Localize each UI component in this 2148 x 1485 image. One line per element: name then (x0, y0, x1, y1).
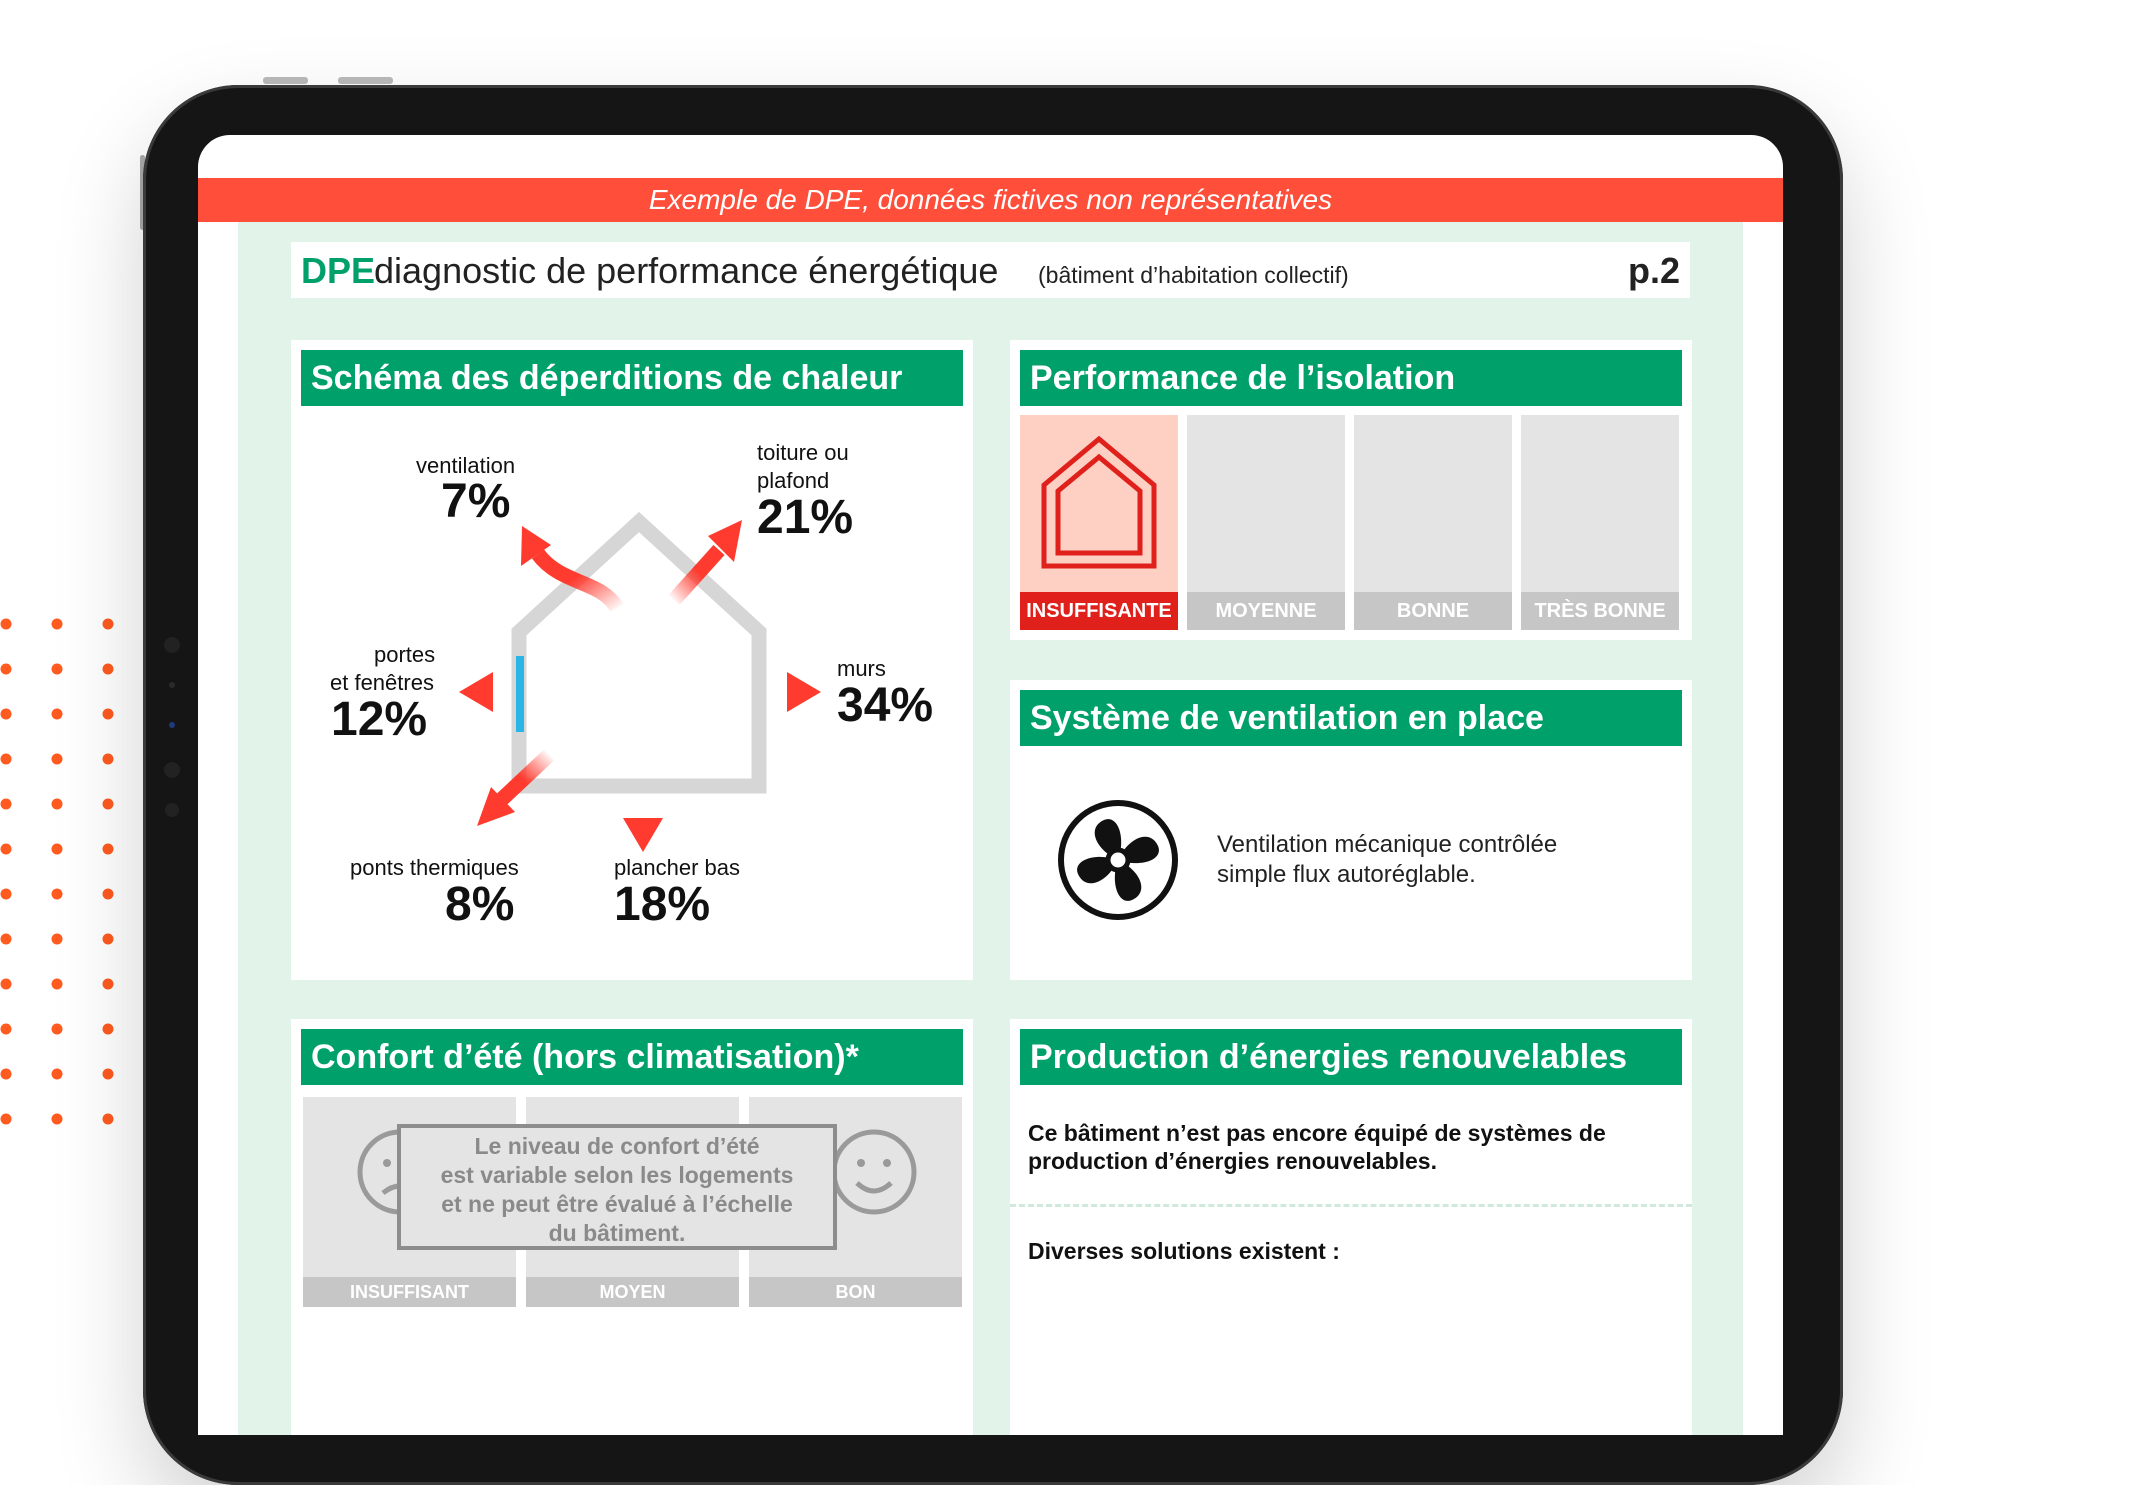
insulation-level-insufficient (1020, 415, 1178, 630)
loss-label-windows-line2: et fenêtres (330, 670, 434, 695)
loss-value-thermal-bridges: 8% (445, 878, 515, 931)
page-number: p.2 (1627, 250, 1680, 291)
loss-value-floor: 18% (614, 878, 711, 931)
ventilation-panel (1010, 680, 1692, 980)
decorative-dot (52, 1069, 63, 1080)
decorative-dot (52, 1114, 63, 1125)
loss-label-thermal-bridges: ponts thermiques (350, 855, 519, 880)
renewables-panel (1010, 1019, 1692, 1435)
tablet-screen (198, 135, 1783, 1435)
decorative-dot (103, 799, 114, 810)
decorative-dot (52, 844, 63, 855)
comfort-note-box (397, 1124, 837, 1250)
sample-banner: Exemple de DPE, données fictives non représentatives (198, 178, 1783, 222)
tablet-camera-icon (162, 630, 182, 830)
document-subtitle: (bâtiment d’habitation collectif) (1038, 262, 1349, 288)
comfort-note-line: Le niveau de confort d’été (474, 1133, 760, 1159)
decorative-dot (1, 934, 12, 945)
insulation-title: Performance de l’isolation (1020, 350, 1682, 406)
arrow-floor-icon (623, 760, 663, 852)
loss-label-windows-line1: portes (374, 642, 436, 667)
decorative-dot-grid (0, 612, 120, 1132)
loss-value-walls: 34% (837, 679, 934, 732)
insulation-level-medium (1187, 415, 1345, 630)
decorative-dot (1, 754, 12, 765)
document-title: diagnostic de performance énergétique (374, 250, 999, 291)
insulation-level-label: INSUFFISANTE (1020, 592, 1178, 630)
dpe-document (238, 222, 1743, 1435)
decorative-dot (52, 709, 63, 720)
document-title-bar (291, 242, 1690, 298)
comfort-note-line: du bâtiment. (548, 1220, 686, 1246)
decorative-dot (103, 619, 114, 630)
decorative-dot (103, 889, 114, 900)
decorative-dot (103, 934, 114, 945)
decorative-dot (1, 1024, 12, 1035)
decorative-dot (103, 664, 114, 675)
comfort-level-label: MOYEN (526, 1277, 739, 1307)
decorative-dot (1, 889, 12, 900)
renewables-title: Production d’énergies renouvelables (1020, 1029, 1682, 1085)
loss-label-walls: murs (837, 656, 886, 681)
loss-value-windows: 12% (331, 693, 428, 746)
comfort-note-line: est variable selon les logements (440, 1162, 794, 1188)
comfort-level-label: BON (749, 1277, 962, 1307)
decorative-dot (52, 619, 63, 630)
tablet-volume-button (263, 77, 308, 84)
ventilation-description-line: simple flux autoréglable. (1217, 861, 1476, 888)
decorative-dot (103, 1069, 114, 1080)
decorative-dot (103, 709, 114, 720)
decorative-dot (52, 799, 63, 810)
decorative-dot (103, 844, 114, 855)
fan-icon (1056, 798, 1180, 922)
decorative-dot (1, 799, 12, 810)
insulation-level-label: TRÈS BONNE (1521, 592, 1679, 630)
decorative-dot (103, 754, 114, 765)
renewables-statement-line: production d’énergies renouvelables. (1028, 1148, 1437, 1174)
ventilation-description (1217, 830, 1557, 890)
renewables-solutions-heading: Diverses solutions existent : (1028, 1238, 1340, 1264)
decorative-dot (52, 979, 63, 990)
insulation-level-good (1354, 415, 1512, 630)
decorative-dot (1, 979, 12, 990)
renewables-statement-line: Ce bâtiment n’est pas encore équipé de systèmes de (1028, 1120, 1606, 1146)
insulation-level-label: BONNE (1354, 592, 1512, 630)
happy-face-icon (829, 1127, 919, 1217)
arrow-window-icon (459, 672, 543, 712)
renewables-statement (1028, 1119, 1606, 1175)
loss-label-roof-line2: plafond (757, 468, 830, 493)
loss-value-ventilation: 7% (441, 475, 511, 528)
decorative-dot (1, 709, 12, 720)
loss-label-roof-line1: toiture ou (757, 440, 849, 465)
decorative-dot (52, 754, 63, 765)
decorative-dot (1, 664, 12, 675)
loss-label-floor: plancher bas (614, 855, 740, 880)
dpe-acronym: DPE (301, 250, 376, 291)
heat-loss-title: Schéma des déperditions de chaleur (301, 350, 963, 406)
house-icon (1040, 435, 1158, 570)
decorative-dot (103, 979, 114, 990)
decorative-dot (52, 664, 63, 675)
insulation-panel (1010, 340, 1692, 640)
decorative-dot (1, 1069, 12, 1080)
ventilation-title: Système de ventilation en place (1020, 690, 1682, 746)
comfort-note-line: et ne peut être évalué à l’échelle (441, 1191, 793, 1217)
summer-comfort-title: Confort d’été (hors climatisation)* (301, 1029, 963, 1085)
decorative-dot (52, 934, 63, 945)
tablet-volume-button (338, 77, 393, 84)
decorative-dot (1, 1114, 12, 1125)
comfort-level-label: INSUFFISANT (303, 1277, 516, 1307)
decorative-dot (103, 1024, 114, 1035)
divider (1010, 1204, 1692, 1207)
decorative-dot (52, 1024, 63, 1035)
arrow-wall-icon (737, 672, 821, 712)
decorative-dot (1, 844, 12, 855)
insulation-level-label: MOYENNE (1187, 592, 1345, 630)
ventilation-description-line: Ventilation mécanique contrôlée (1217, 831, 1558, 858)
decorative-dot (103, 1114, 114, 1125)
decorative-dot (1, 619, 12, 630)
summer-comfort-panel (291, 1019, 973, 1435)
loss-value-roof: 21% (757, 491, 854, 544)
decorative-dot (52, 889, 63, 900)
heat-loss-panel (291, 340, 973, 980)
insulation-level-very-good (1521, 415, 1679, 630)
loss-label-ventilation: ventilation (416, 453, 516, 478)
